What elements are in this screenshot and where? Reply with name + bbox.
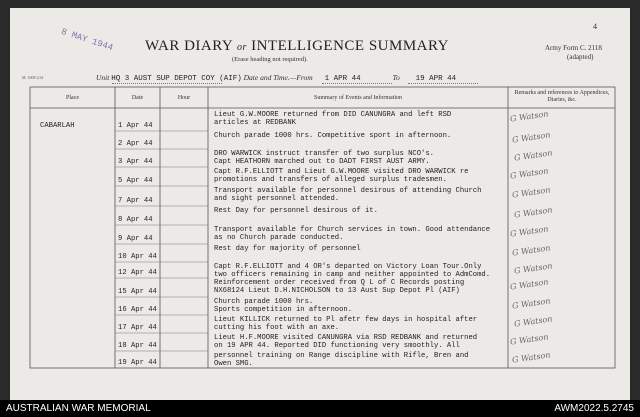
entry-date: 1 Apr 44 — [118, 122, 153, 130]
entry-summary-line: Owen SMG. — [214, 360, 253, 369]
date-from: 1 APR 44 — [324, 75, 361, 83]
entry-date: 5 Apr 44 — [118, 177, 153, 185]
entry-summary-line: promotions and transfers of alleged surplus tradesmen. — [214, 176, 447, 185]
col-header-summary: Summary of Events and Information — [314, 95, 402, 101]
remarks-signature: G Watson — [511, 243, 551, 258]
remarks-signature: G Watson — [513, 205, 553, 220]
entry-summary-line: articles at REDBANK — [214, 119, 296, 128]
entry-summary-line: Lieut H.F.MOORE visited CANUNGRA via RSD REDBANK and returned — [214, 334, 478, 342]
entry-summary-line: Church parade 1000 hrs. Competitive sport in afternoon. — [214, 132, 452, 140]
entry-summary-line: Capt HEATHORN marched out to DADT FIRST AUST ARMY. — [214, 158, 430, 167]
entry-summary-line: Lieut KILLICK returned to Pl afetr few days in hospital after — [214, 316, 478, 324]
received-date-stamp: 8 MAY 1944 — [59, 26, 115, 54]
entry-date: 16 Apr 44 — [118, 306, 157, 314]
entry-summary-line: two officers remaining in camp and neither appointed to AdmComd. — [214, 271, 491, 280]
subtitle: (Erase heading not required). — [232, 56, 308, 63]
col-header-hour: Hour — [177, 95, 191, 101]
remarks-signature: G Watson — [513, 314, 553, 329]
entry-summary-line: Capt R.F.ELLIOTT and 4 OR's departed on Victory Loan Tour.Only — [214, 263, 482, 271]
date-label: Date and Time.—From — [243, 73, 313, 82]
entry-date: 3 Apr 44 — [118, 158, 153, 166]
form-note: (adapted) — [567, 53, 594, 61]
remarks-signature: G Watson — [509, 224, 549, 239]
unit-label: Unit — [96, 73, 110, 82]
entry-summary-line: on 19 APR 44. Reported DID functioning very smoothly. All — [214, 342, 460, 351]
col-header-date: Date — [131, 95, 144, 101]
entry-summary-line: Rest day for majority of personnel — [214, 245, 361, 253]
entry-summary-line: DRO WARWICK instruct transfer of two surplus NCO's. — [214, 150, 434, 158]
entry-date: 8 Apr 44 — [118, 216, 153, 224]
entry-date: 7 Apr 44 — [118, 197, 153, 205]
date-to-label: To — [392, 73, 400, 82]
place-cell: CABARLAH — [40, 122, 75, 130]
title-war-diary: WAR DIARY — [145, 38, 233, 54]
entry-date: 19 Apr 44 — [118, 359, 157, 367]
entry-summary-line: personnel training on Range discipline with Rifle, Bren and — [214, 352, 469, 360]
entry-summary-line: and sight personnel attended. — [214, 195, 340, 204]
entry-summary-line: Rest Day for personnel desirous of it. — [214, 207, 378, 215]
page-number: 4 — [593, 22, 597, 31]
entry-summary-line: Transport available for personnel desirous of attending Church — [214, 187, 482, 195]
remarks-signature: G Watson — [511, 296, 551, 311]
entry-summary-line: Capt R.F.ELLIOTT and Lieut G.W.MOORE visited DRO WARWICK re — [214, 168, 469, 176]
remarks-signature: G Watson — [513, 148, 553, 163]
entry-date: 15 Apr 44 — [118, 288, 157, 296]
entry-summary-line: cutting his foot with an axe. — [214, 324, 340, 333]
entry-summary-line: Reinforcement order received from Q L of C Records posting — [214, 279, 465, 287]
entry-summary-line: Church parade 1000 hrs. — [214, 298, 314, 306]
entry-summary-line: Sports competition in afternoon. — [214, 306, 353, 315]
entry-date: 12 Apr 44 — [118, 269, 157, 277]
title-intelligence-summary: INTELLIGENCE SUMMARY — [251, 38, 450, 54]
remarks-signature: G Watson — [511, 350, 551, 365]
entry-summary-line: Lieut G.W.MOORE returned from DID CANUNGRA and left RSD — [214, 111, 452, 119]
entry-summary-line: Transport available for Church services in town. Good attendance — [214, 226, 491, 234]
entry-date: 9 Apr 44 — [118, 235, 153, 243]
entry-summary-line: NX68124 Lieut D.H.NICHOLSON to 13 Aust Sup Depot Pl (AIF) — [214, 287, 460, 296]
unit-value: HQ 3 AUST SUP DEPOT COY (AIF) — [111, 75, 242, 83]
remarks-signature: G Watson — [509, 277, 549, 292]
remarks-signature: G Watson — [511, 185, 551, 200]
entry-date: 17 Apr 44 — [118, 324, 157, 332]
title-or: or — [236, 42, 247, 53]
col-header-place: Place — [66, 95, 79, 101]
footer-institution: AUSTRALIAN WAR MEMORIAL — [6, 403, 151, 414]
col-header-remarks: Remarks and references to Appendices, Diaries, &c. — [514, 90, 610, 103]
remarks-signature: G Watson — [511, 130, 551, 145]
form-number-text: Army Form C. 2118 — [545, 44, 602, 52]
entry-date: 2 Apr 44 — [118, 140, 153, 148]
remarks-signature: G Watson — [509, 166, 549, 181]
entry-summary-line: as no Church parade conducted. — [214, 234, 344, 243]
remarks-signature: G Watson — [513, 261, 553, 276]
remarks-signature: G Watson — [509, 109, 549, 124]
entry-date: 10 Apr 44 — [118, 253, 157, 261]
footer-bar — [0, 400, 640, 417]
entry-date: 18 Apr 44 — [118, 342, 157, 350]
print-reference: M. 1008 2/41 — [22, 75, 44, 80]
remarks-signature: G Watson — [509, 332, 549, 347]
footer-accession: AWM2022.5.2745 — [554, 403, 634, 414]
date-to: 19 APR 44 — [415, 75, 457, 83]
